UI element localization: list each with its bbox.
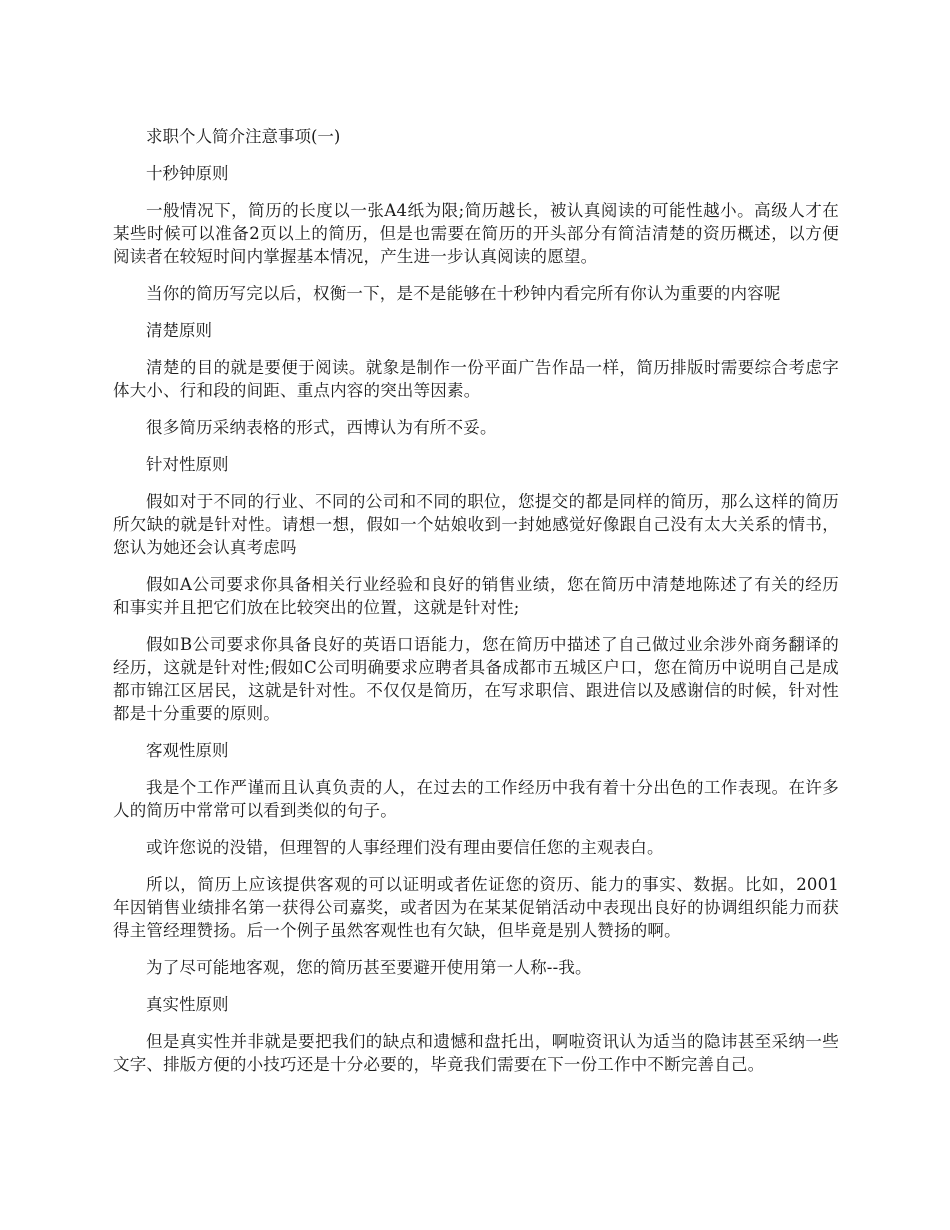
body-paragraph: 一般情况下，简历的长度以一张A4纸为限;简历越长，被认真阅读的可能性越小。高级人才在某些时候可以准备2页以上的简历，但是也需要在简历的开头部分有简洁清楚的资历概述，以方便阅读者在较短时间内掌握基本情况，产生进一步认真阅读的愿望。 — [113, 201, 839, 266]
body-paragraph: 我是个工作严谨而且认真负责的人，在过去的工作经历中我有着十分出色的工作表现。在许多人的简历中常常可以看到类似的句子。 — [113, 778, 839, 820]
body-paragraph: 假如对于不同的行业、不同的公司和不同的职位，您提交的都是同样的简历，那么这样的简历所欠缺的就是针对性。请想一想，假如一个姑娘收到一封她感觉好像跟自己没有太大关系的情书，您认为她还会认真考虑吗 — [113, 492, 839, 557]
document-body — [113, 125, 839, 1090]
section-heading-clarity: 清楚原则 — [146, 321, 212, 340]
body-paragraph: 当你的简历写完以后，权衡一下，是不是能够在十秒钟内看完所有你认为重要的内容呢 — [146, 284, 781, 303]
section-heading-ten-seconds: 十秒钟原则 — [146, 164, 229, 183]
body-paragraph: 所以，简历上应该提供客观的可以证明或者佐证您的资历、能力的事实、数据。比如，2001年因销售业绩排名第一获得公司嘉奖，或者因为在某某促销活动中表现出良好的协调组织能力而获得主管经理赞扬。后一个例子虽然客观性也有欠缺，但毕竟是别人赞扬的啊。 — [113, 875, 839, 940]
body-paragraph: 很多简历采纳表格的形式，西博认为有所不妥。 — [146, 418, 497, 437]
section-heading-objectivity: 客观性原则 — [146, 741, 229, 760]
body-paragraph: 为了尽可能地客观，您的简历甚至要避开使用第一人称--我。 — [146, 958, 592, 977]
body-paragraph: 或许您说的没错，但理智的人事经理们没有理由要信任您的主观表白。 — [146, 838, 664, 857]
body-paragraph: 假如B公司要求你具备良好的英语口语能力，您在简历中描述了自己做过业余涉外商务翻译的经历，这就是针对性;假如C公司明确要求应聘者具备成都市五城区户口，您在简历中说明自己是成都市锦江区居民，这就是针对性。不仅仅是简历，在写求职信、跟进信以及感谢信的时候，针对性都是十分重要的原则。 — [113, 635, 839, 723]
body-paragraph: 但是真实性并非就是要把我们的缺点和遗憾和盘托出，啊啦资讯认为适当的隐讳甚至采纳一些文字、排版方便的小技巧还是十分必要的，毕竟我们需要在下一份工作中不断完善自己。 — [113, 1032, 839, 1074]
section-heading-truthfulness: 真实性原则 — [146, 995, 229, 1014]
section-heading-targeting: 针对性原则 — [146, 455, 229, 474]
document-title: 求职个人简介注意事项(一) — [146, 127, 341, 146]
body-paragraph: 假如A公司要求你具备相关行业经验和良好的销售业绩，您在简历中清楚地陈述了有关的经历和事实并且把它们放在比较突出的位置，这就是针对性; — [113, 575, 839, 617]
body-paragraph: 清楚的目的就是要便于阅读。就象是制作一份平面广告作品一样，简历排版时需要综合考虑字体大小、行和段的间距、重点内容的突出等因素。 — [113, 358, 839, 400]
